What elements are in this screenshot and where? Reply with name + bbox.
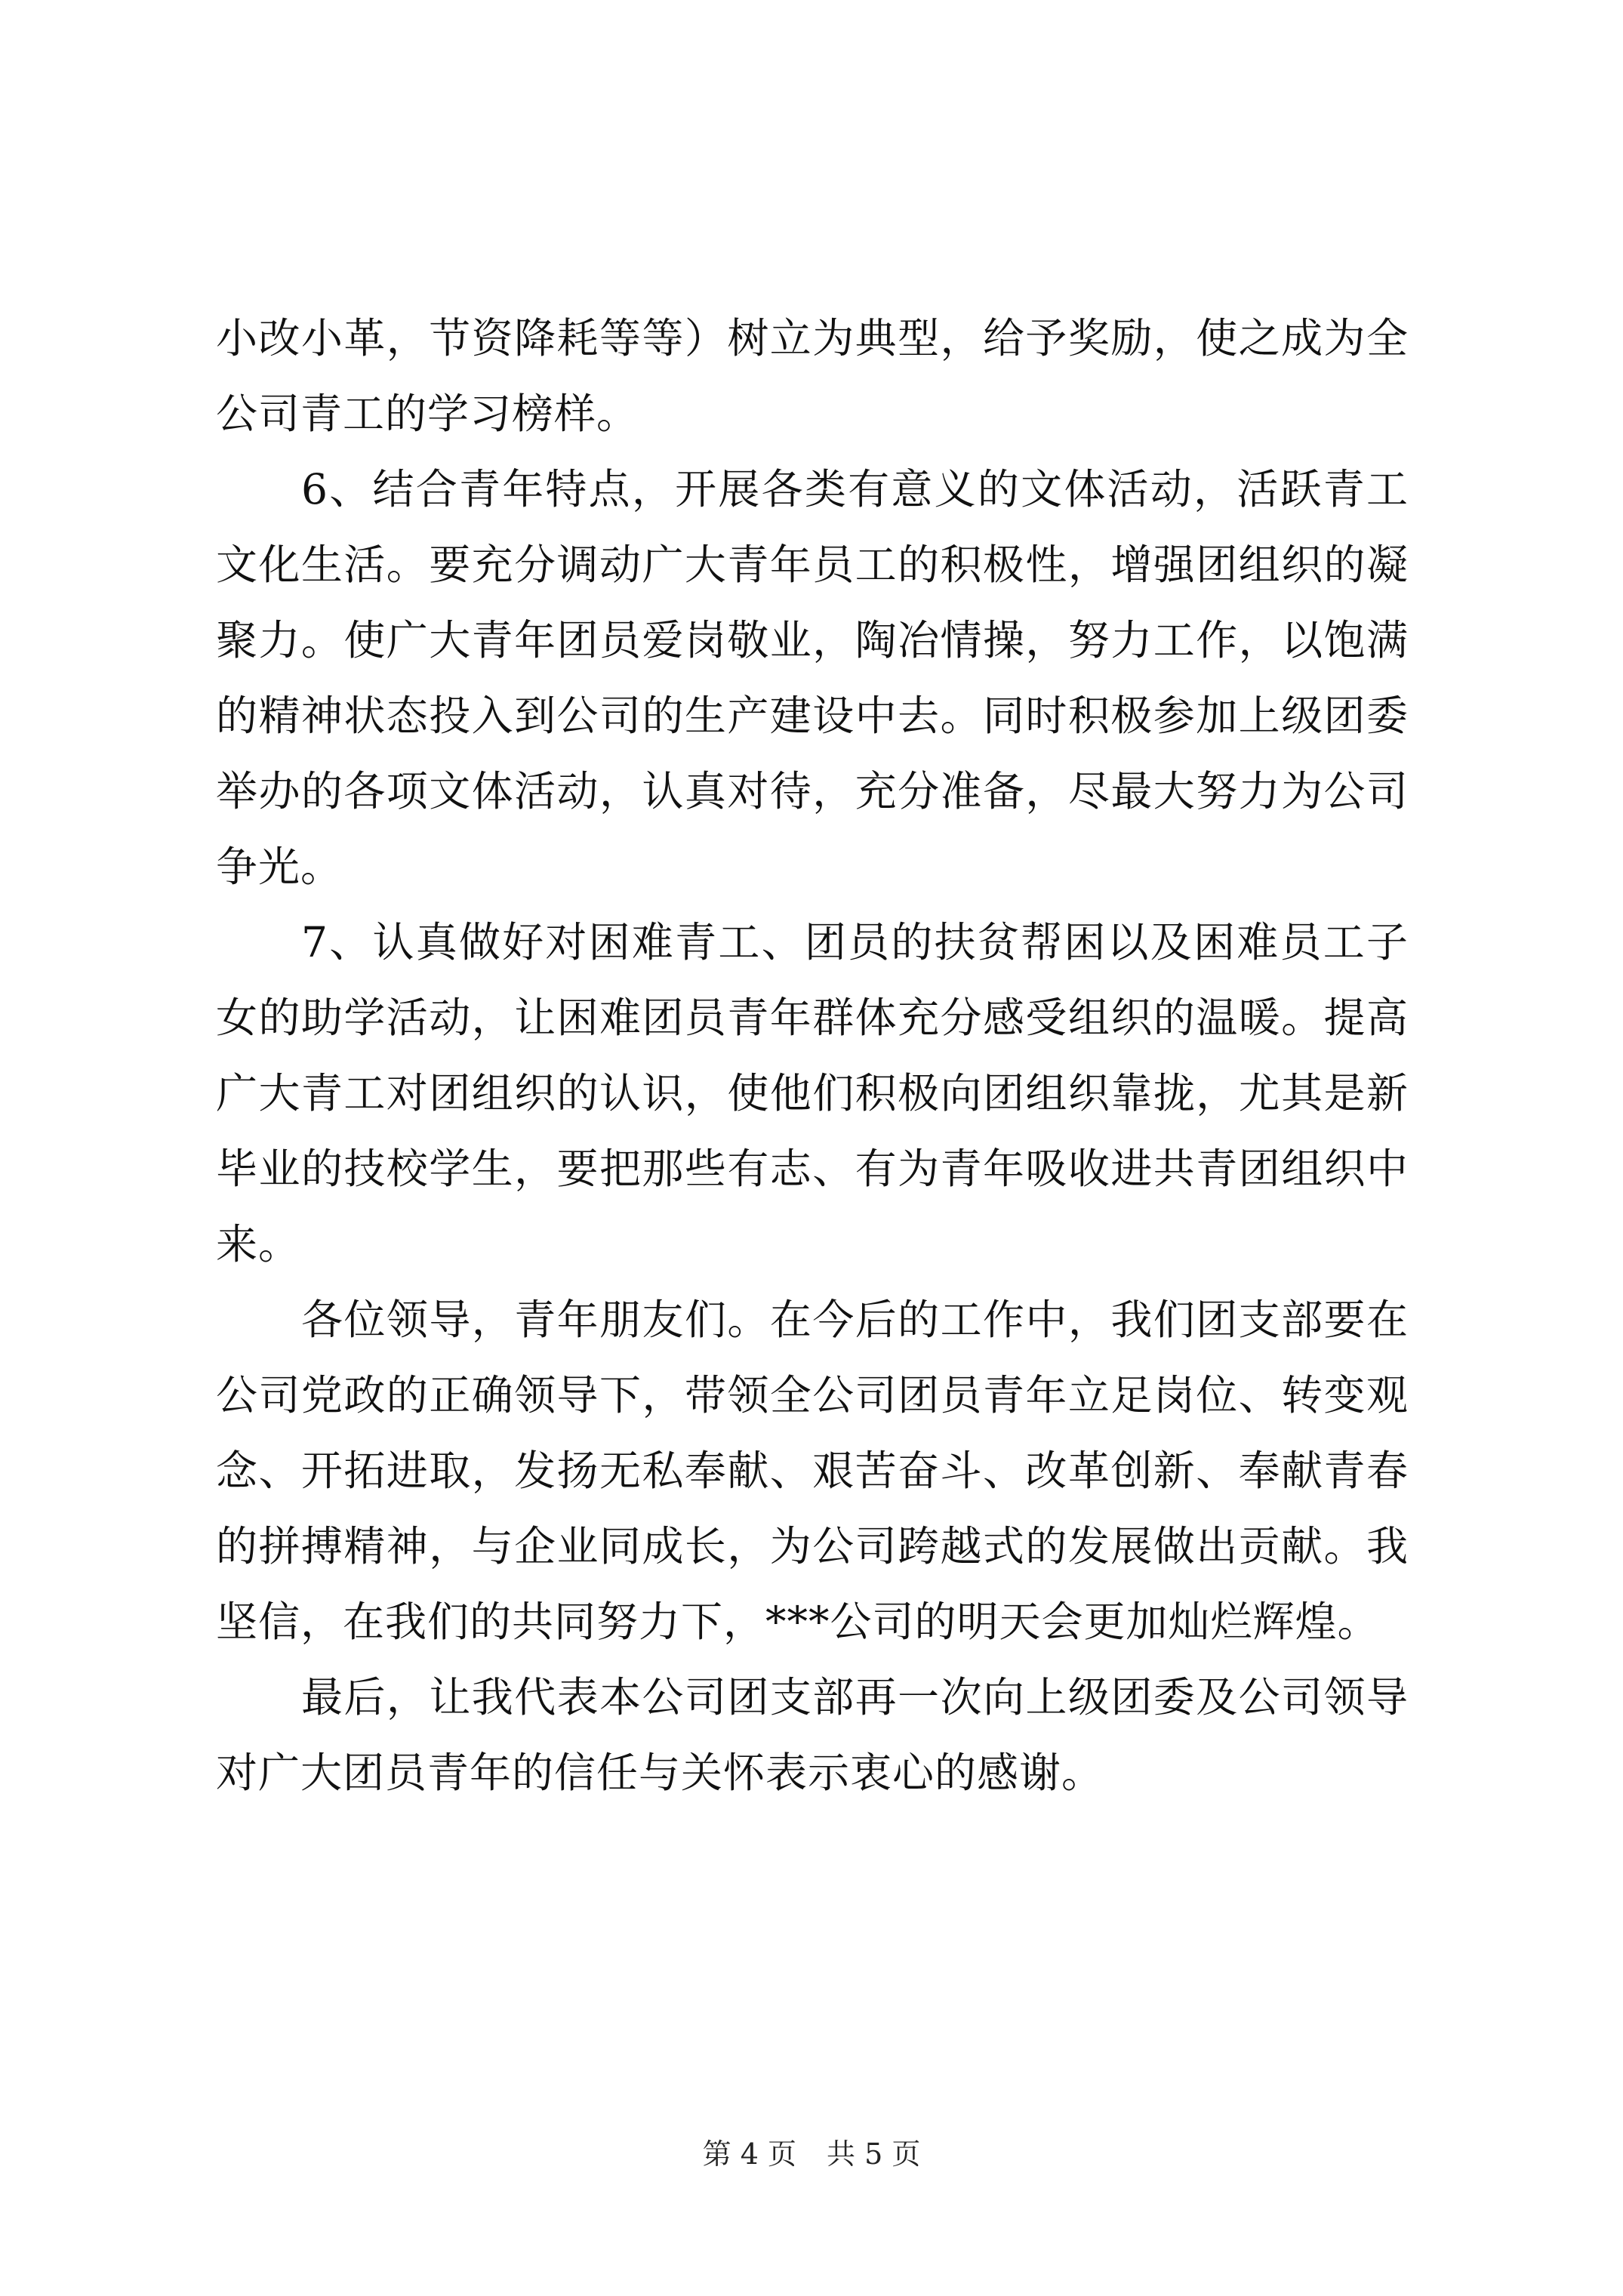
- page-number: 第 4 页: [702, 2137, 796, 2171]
- page-footer: [0, 2135, 1623, 2173]
- page-total: 共 5 页: [827, 2137, 921, 2171]
- paragraph-thanks: 最后，让我代表本公司团支部再一次向上级团委及公司领导对广大团员青年的信任与关怀表示衷心的感谢。: [216, 1673, 1409, 1797]
- paragraph-closing-address: 各位领导，青年朋友们。在今后的工作中，我们团支部要在公司党政的正确领导下，带领全公司团员青年立足岗位、转变观念、开拓进取，发扬无私奉献、艰苦奋斗、改革创新、奉献青春的拼搏精神，与企业同成长，为公司跨越式的发展做出贡献。我坚信，在我们的共同努力下，***公司的明天会更加灿烂辉煌。: [216, 1296, 1409, 1646]
- paragraph-item-6: 6、结合青年特点，开展各类有意义的文体活动，活跃青工文化生活。要充分调动广大青年员工的积极性，增强团组织的凝聚力。使广大青年团员爱岗敬业，陶冶情操，努力工作，以饱满的精神状态投入到公司的生产建设中去。同时积极参加上级团委举办的各项文体活动，认真对待，充分准备，尽最大努力为公司争光。: [216, 465, 1409, 891]
- document-body: [216, 300, 1409, 1811]
- paragraph-item-7: 7、认真做好对困难青工、团员的扶贫帮困以及困难员工子女的助学活动，让困难团员青年群体充分感受组织的温暖。提高广大青工对团组织的认识，使他们积极向团组织靠拢，尤其是新毕业的技校学生，要把那些有志、有为青年吸收进共青团组织中来。: [216, 918, 1409, 1268]
- paragraph-continuation: 小改小革，节资降耗等等）树立为典型，给予奖励，使之成为全公司青工的学习榜样。: [216, 314, 1409, 438]
